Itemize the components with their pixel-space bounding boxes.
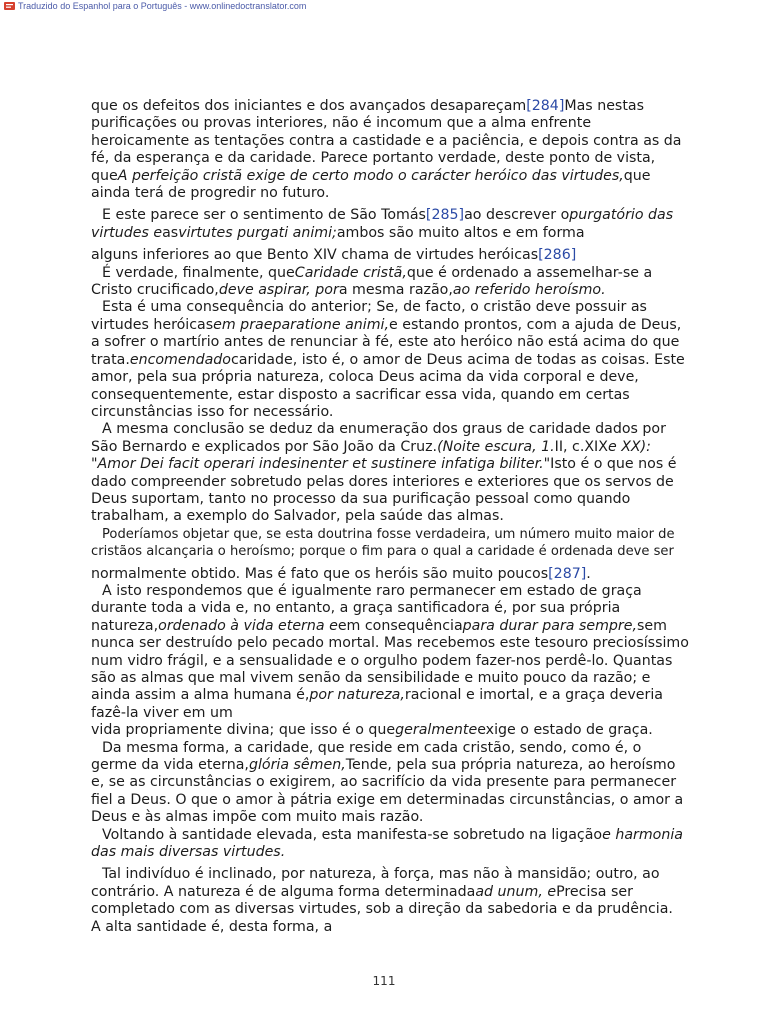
paragraph-12: Voltando à santidade elevada, esta manifesta-se sobretudo na ligaçãoe harmonia das mais diversas virtudes. (91, 826, 683, 861)
document-body (91, 98, 691, 936)
footnote-ref-286[interactable]: [286] (538, 247, 577, 264)
paragraph-4: É verdade, finalmente, queCaridade cristã,que é ordenado a assemelhar-se a Cristo crucificado,deve aspirar, pora mesma razão,ao referido heroísmo. (91, 264, 653, 299)
page-number: 111 (372, 974, 396, 988)
paragraph-11: Da mesma forma, a caridade, que reside em cada cristão, sendo, como é, o germe da vida eterna,glória sêmen,Tende, pela sua própria natureza, ao heroísmo e, se as circunstâncias o exigirem, ao sacrifício da vida presente para permanecer fiel a Deus. O que o amor à pátria exige em determinadas circunstâncias, o amor a Deus e às almas impõe com muito mais razão. (91, 739, 684, 826)
paragraph-6: A mesma conclusão se deduz da enumeração dos graus de caridade dados por São Bernardo e explicados por São João da Cruz.(Noite escura, 1.II, c.XIXe XX): "Amor Dei facit operari indesinenter et sustinere infatiga biliter."Isto é o que nos é dado compreender sobretudo pelas dores interiores e exteriores que os servos de Deus suportam, tanto no processo da sua purificação pessoal como quando trabalham, a exemplo do Salvador, pela saúde das almas. (91, 421, 677, 525)
footnote-ref-287[interactable]: [287] (548, 565, 587, 582)
translator-logo-icon (4, 2, 15, 10)
translator-banner-text: Traduzido do Espanhol para o Português - www.onlinedoctranslator.com (18, 0, 307, 11)
paragraph-10: vida propriamente divina; que isso é o quegeralmenteexige o estado de graça. (91, 722, 653, 739)
translator-banner (4, 0, 306, 11)
paragraph-2: E este parece ser o sentimento de São Tomás[285]ao descrever opurgatório das virtudes easvirtutes purgati animi;ambos são muito altos e em forma (91, 207, 674, 241)
paragraph-8: normalmente obtido. Mas é fato que os heróis são muito poucos[287]. (91, 565, 591, 582)
footnote-ref-284[interactable]: [284] (526, 98, 565, 114)
paragraph-5: Esta é uma consequência do anterior; Se, de facto, o cristão deve possuir as virtudes heróicasem praeparatione animi,e estando prontos, com a ajuda de Deus, a sofrer o martírio antes de renunciar à fé, este ato heróico não está acima do que trata.encomendadocaridade, isto é, o amor de Deus acima de todas as coisas. Este amor, pela sua própria natureza, coloca Deus acima da vida corporal e deve, consequentemente, estar disposto a sacrificar essa vida, quando em certas circunstâncias isso for necessário. (91, 299, 685, 420)
paragraph-1: que os defeitos dos iniciantes e dos avançados desapareçam[284]Mas nestas purificações ou provas interiores, não é incomum que a alma enfrente heroicamente as tentações contra a castidade e a paciência, e depois contra as da fé, da esperança e da caridade. Parece portanto verdade, deste ponto de vista, queA perfeição cristã exige de certo modo o carácter heróico das virtudes,que ainda terá de progredir no futuro. (91, 98, 682, 202)
footnote-ref-285[interactable]: [285] (425, 207, 465, 224)
paragraph-3: alguns inferiores ao que Bento XIV chama de virtudes heróicas[286] (91, 247, 577, 264)
paragraph-7: Poderíamos objetar que, se esta doutrina fosse verdadeira, um número muito maior de cristãos alcançaria o heroísmo; porque o fim para o qual a caridade é ordenada deve ser (91, 526, 675, 560)
paragraph-13: Tal indivíduo é inclinado, por natureza, à força, mas não à mansidão; outro, ao contrário. A natureza é de alguma forma determinadaad unum, ePrecisa ser completado com as diversas virtudes, sob a direção da sabedoria e da prudência. (91, 866, 673, 918)
paragraph-9: A isto respondemos que é igualmente raro permanecer em estado de graça durante toda a vida e, no entanto, a graça santificadora é, por sua própria natureza,ordenado à vida eterna eem consequênciapara durar para sempre,sem nunca ser destruído pelo pecado mortal. Mas recebemos este tesouro preciosíssimo num vidro frágil, e a sensualidade e o orgulho podem fazer-nos perdê-lo. Quantas são as almas que mal vivem senão da sensibilidade e muito pouco da razão; e ainda assim a alma humana é,por natureza,racional e imortal, e a graça deveria fazê-la viver em um (91, 582, 689, 721)
paragraph-14: A alta santidade é, desta forma, a (91, 918, 333, 935)
